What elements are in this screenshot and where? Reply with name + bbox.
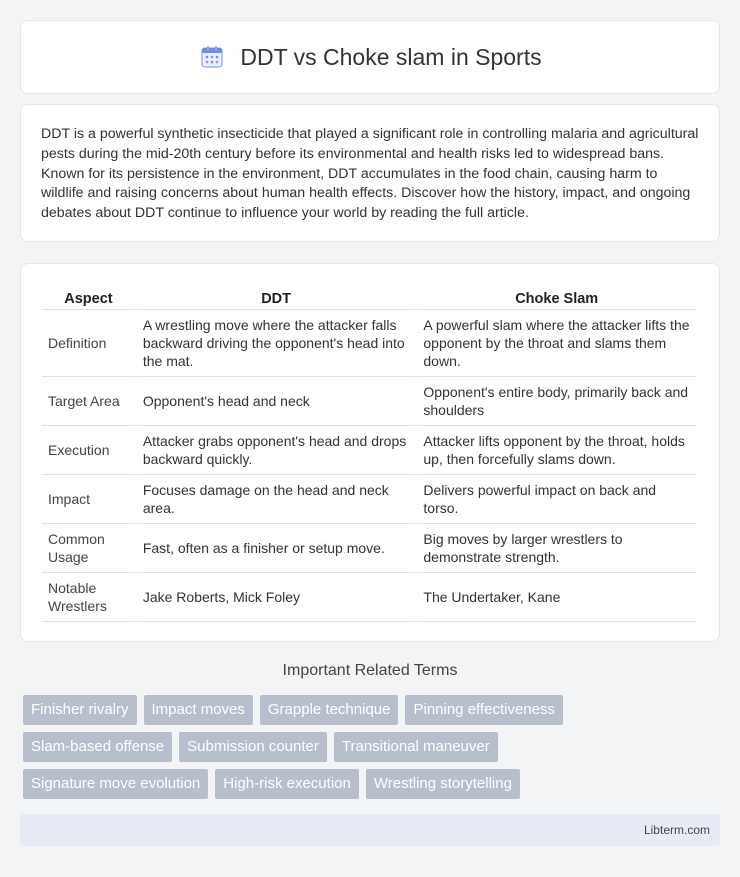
comparison-table-card (20, 263, 720, 642)
tag-row (23, 695, 723, 725)
related-terms-tags (23, 695, 723, 806)
table-row (42, 524, 696, 573)
intro-text: DDT is a powerful synthetic insecticide that played a significant role in controlling malaria and agricultural pests during the mid-20th century before its environmental and health risks led to widespread bans. Known for its persistence in the environment, DDT accumulates in the food chain, causing harm to wildlife and raising concerns about human health effects. Discover how the history, impact, and ongoing debates about DDT continue to influence your world by reading the full article. (41, 126, 699, 222)
tag-grapple-technique[interactable]: Grapple technique (260, 695, 399, 725)
tag-pinning-effectiveness[interactable]: Pinning effectiveness (405, 695, 562, 725)
tag-transitional-maneuver[interactable]: Transitional maneuver (334, 732, 498, 762)
row-choke-slam: A powerful slam where the attacker lifts the opponent by the throat and slams them down. (417, 310, 696, 377)
table-header-row (42, 284, 696, 310)
row-choke-slam: Delivers powerful impact on back and torso. (417, 475, 696, 524)
header-card (20, 20, 720, 94)
tag-finisher-rivalry[interactable]: Finisher rivalry (23, 695, 137, 725)
footer (20, 814, 720, 846)
row-aspect: Execution (42, 426, 135, 475)
tag-slam-based-offense[interactable]: Slam-based offense (23, 732, 172, 762)
page-title: DDT vs Choke slam in Sports (240, 43, 542, 70)
row-aspect: Common Usage (42, 524, 135, 573)
header-aspect: Aspect (42, 284, 135, 310)
row-choke-slam: Big moves by larger wrestlers to demonstrate strength. (417, 524, 696, 573)
intro-card (20, 104, 720, 242)
related-terms-title: Important Related Terms (282, 662, 458, 679)
header-choke-slam: Choke Slam (417, 284, 696, 310)
comparison-table (40, 284, 698, 622)
row-choke-slam: Attacker lifts opponent by the throat, holds up, then forcefully slams down. (417, 426, 696, 475)
calendar-icon (198, 43, 226, 71)
row-ddt: Fast, often as a finisher or setup move. (137, 524, 416, 573)
row-choke-slam: Opponent's entire body, primarily back and shoulders (417, 377, 696, 426)
row-ddt: Jake Roberts, Mick Foley (137, 573, 416, 622)
title-wrap (198, 43, 541, 71)
tag-high-risk-execution[interactable]: High-risk execution (215, 769, 359, 799)
row-aspect: Impact (42, 475, 135, 524)
table-row (42, 475, 696, 524)
tag-signature-move-evolution[interactable]: Signature move evolution (23, 769, 208, 799)
header-ddt: DDT (137, 284, 416, 310)
tag-submission-counter[interactable]: Submission counter (179, 732, 327, 762)
row-aspect: Target Area (42, 377, 135, 426)
row-aspect: Definition (42, 310, 135, 377)
table-row (42, 377, 696, 426)
table-row (42, 573, 696, 622)
row-ddt: Opponent's head and neck (137, 377, 416, 426)
tag-impact-moves[interactable]: Impact moves (144, 695, 253, 725)
row-ddt: A wrestling move where the attacker falls backward driving the opponent's head into the mat. (137, 310, 416, 377)
tag-row (23, 769, 723, 799)
row-ddt: Focuses damage on the head and neck area. (137, 475, 416, 524)
row-aspect: Notable Wrestlers (42, 573, 135, 622)
footer-brand[interactable]: Libterm.com (643, 823, 710, 837)
row-choke-slam: The Undertaker, Kane (417, 573, 696, 622)
table-row (42, 310, 696, 377)
tag-row (23, 732, 723, 762)
table-row (42, 426, 696, 475)
tag-wrestling-storytelling[interactable]: Wrestling storytelling (366, 769, 520, 799)
row-ddt: Attacker grabs opponent's head and drops backward quickly. (137, 426, 416, 475)
